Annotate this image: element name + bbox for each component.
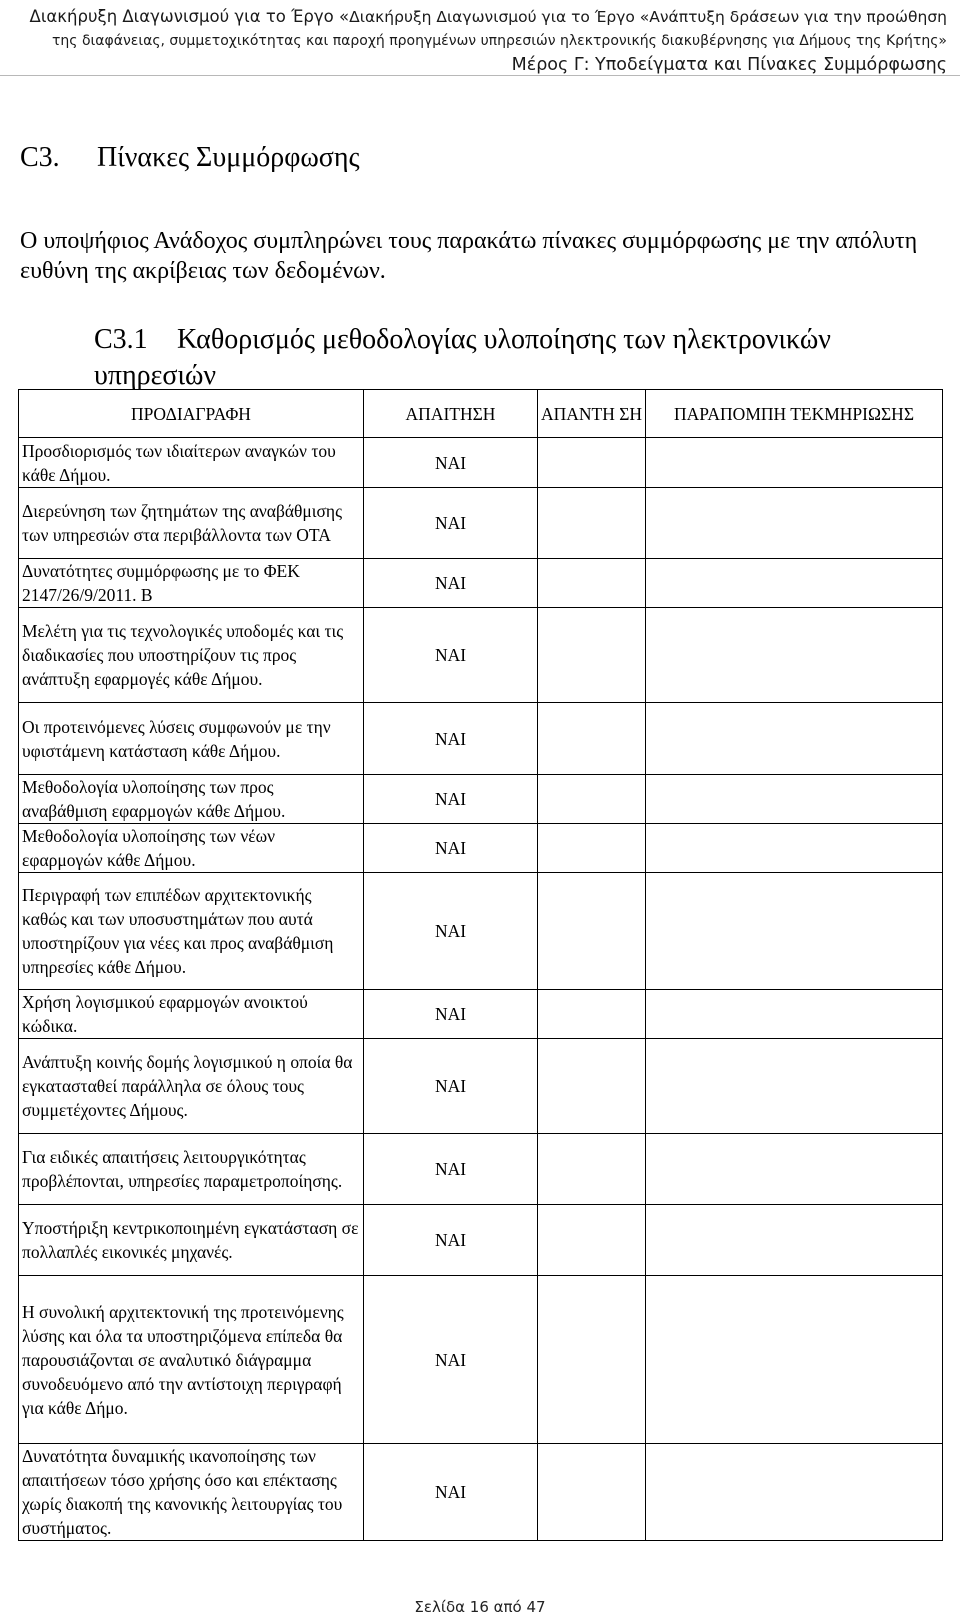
reference-cell — [646, 1039, 943, 1134]
table-body — [19, 438, 943, 1541]
table-row — [19, 1276, 943, 1444]
reference-cell — [646, 559, 943, 608]
table-header-row — [19, 390, 943, 438]
reference-cell — [646, 990, 943, 1039]
spec-cell: Η συνολική αρχιτεκτονική της προτεινόμενης λύσης και όλα τα υποστηριζόμενα επίπεδα θα παρουσιάζονται σε αναλυτικό διάγραμμα συνοδευόμενο από την αντίστοιχη περιγραφή για κάθε Δήμο. — [19, 1276, 364, 1444]
table-row — [19, 775, 943, 824]
spec-cell: Για ειδικές απαιτήσεις λειτουργικότητας προβλέπονται, υπηρεσίες παραμετροποίησης. — [19, 1134, 364, 1205]
header-line-3: Μέρος Γ: Υποδείγματα και Πίνακες Συμμόρφωσης — [511, 55, 947, 75]
compliance-table — [18, 389, 943, 1541]
answer-cell — [538, 824, 646, 873]
requirement-cell: ΝΑΙ — [364, 1205, 538, 1276]
spec-cell: Μελέτη για τις τεχνολογικές υποδομές και τις διαδικασίες που υποστηρίζουν τις προς ανάπτυξη εφαρμογές κάθε Δήμου. — [19, 608, 364, 703]
answer-cell — [538, 488, 646, 559]
requirement-cell: ΝΑΙ — [364, 559, 538, 608]
header-spec: ΠΡΟΔΙΑΓΡΑΦΗ — [19, 390, 364, 438]
answer-cell — [538, 1039, 646, 1134]
reference-cell — [646, 1205, 943, 1276]
reference-cell — [646, 1134, 943, 1205]
table-row — [19, 1134, 943, 1205]
reference-cell — [646, 488, 943, 559]
requirement-cell: ΝΑΙ — [364, 608, 538, 703]
header-answer: ΑΠΑΝΤΗ ΣΗ — [538, 390, 646, 438]
answer-cell — [538, 608, 646, 703]
intro-paragraph: Ο υποψήφιος Ανάδοχος συμπληρώνει τους παρακάτω πίνακες συμμόρφωσης με την απόλυτη ευθύνη της ακρίβειας των δεδομένων. — [20, 228, 918, 284]
answer-cell — [538, 990, 646, 1039]
answer-cell — [538, 1444, 646, 1541]
header-line-1-prefix: Διακήρυξη Διαγωνισμού για το Έργο « — [29, 7, 350, 26]
answer-cell — [538, 1205, 646, 1276]
table-row — [19, 824, 943, 873]
header-line-1-rest: Διακήρυξη Διαγωνισμού για το Έργο «Ανάπτυξη δράσεων για την προώθηση — [349, 8, 947, 26]
spec-cell: Μεθοδολογία υλοποίησης των νέων εφαρμογών κάθε Δήμου. — [19, 824, 364, 873]
answer-cell — [538, 559, 646, 608]
reference-cell — [646, 703, 943, 775]
table-row — [19, 608, 943, 703]
section-number: C3. — [20, 142, 60, 173]
requirement-cell: ΝΑΙ — [364, 1134, 538, 1205]
page-footer: Σελίδα 16 από 47 — [414, 1598, 546, 1616]
table-row — [19, 488, 943, 559]
spec-cell: Οι προτεινόμενες λύσεις συμφωνούν με την υφιστάμενη κατάσταση κάθε Δήμου. — [19, 703, 364, 775]
table-row — [19, 703, 943, 775]
table-row — [19, 559, 943, 608]
spec-cell: Μεθοδολογία υλοποίησης των προς αναβάθμιση εφαρμογών κάθε Δήμου. — [19, 775, 364, 824]
reference-cell — [646, 1276, 943, 1444]
spec-cell: Χρήση λογισμικού εφαρμογών ανοικτού κώδικα. — [19, 990, 364, 1039]
header-line-1 — [0, 4, 947, 30]
spec-cell: Προσδιορισμός των ιδιαίτερων αναγκών του κάθε Δήμου. — [19, 438, 364, 488]
spec-cell: Περιγραφή των επιπέδων αρχιτεκτονικής καθώς και των υποσυστημάτων που αυτά υποστηρίζουν για νέες και προς αναβάθμιση υπηρεσίες κάθε Δήμου. — [19, 873, 364, 990]
requirement-cell: ΝΑΙ — [364, 1276, 538, 1444]
answer-cell — [538, 1134, 646, 1205]
page-header — [0, 0, 960, 76]
reference-cell — [646, 873, 943, 990]
answer-cell — [538, 703, 646, 775]
requirement-cell: ΝΑΙ — [364, 438, 538, 488]
spec-cell: Διερεύνηση των ζητημάτων της αναβάθμισης των υπηρεσιών στα περιβάλλοντα των ΟΤΑ — [19, 488, 364, 559]
subsection-heading: Καθορισμός μεθοδολογίας υλοποίησης των ηλεκτρονικών υπηρεσιών — [94, 324, 831, 391]
spec-cell: Δυνατότητα δυναμικής ικανοποίησης των απαιτήσεων τόσο χρήσης όσο και επέκτασης χωρίς διακοπή της κανονικής λειτουργίας του συστήματος. — [19, 1444, 364, 1541]
spec-cell: Ανάπτυξη κοινής δομής λογισμικού η οποία θα εγκατασταθεί παράλληλα σε όλους τους συμμετέχοντες Δήμους. — [19, 1039, 364, 1134]
requirement-cell: ΝΑΙ — [364, 775, 538, 824]
requirement-cell: ΝΑΙ — [364, 703, 538, 775]
table-row — [19, 1205, 943, 1276]
spec-cell: Δυνατότητες συμμόρφωσης με το ΦΕΚ 2147/26/9/2011. Β — [19, 559, 364, 608]
header-reference: ΠΑΡΑΠΟΜΠΗ ΤΕΚΜΗΡΙΩΣΗΣ — [646, 390, 943, 438]
table-row — [19, 438, 943, 488]
spec-cell: Υποστήριξη κεντρικοποιημένη εγκατάσταση σε πολλαπλές εικονικές μηχανές. — [19, 1205, 364, 1276]
table-row — [19, 1039, 943, 1134]
reference-cell — [646, 1444, 943, 1541]
table-row — [19, 990, 943, 1039]
answer-cell — [538, 438, 646, 488]
requirement-cell: ΝΑΙ — [364, 1039, 538, 1134]
reference-cell — [646, 608, 943, 703]
requirement-cell: ΝΑΙ — [364, 824, 538, 873]
section-title — [20, 142, 360, 174]
reference-cell — [646, 438, 943, 488]
table-row — [19, 1444, 943, 1541]
table-row — [19, 873, 943, 990]
requirement-cell: ΝΑΙ — [364, 488, 538, 559]
answer-cell — [538, 873, 646, 990]
requirement-cell: ΝΑΙ — [364, 990, 538, 1039]
subsection-number: C3.1 — [94, 324, 148, 355]
header-requirement: ΑΠΑΙΤΗΣΗ — [364, 390, 538, 438]
requirement-cell: ΝΑΙ — [364, 1444, 538, 1541]
section-heading: Πίνακες Συμμόρφωσης — [97, 142, 360, 173]
reference-cell — [646, 824, 943, 873]
reference-cell — [646, 775, 943, 824]
subsection-title — [94, 322, 954, 394]
header-line-2: της διαφάνειας, συμμετοχικότητας και παροχή προηγμένων υπηρεσιών ηλεκτρονικής διακυβέρνησης για Δήμους της Κρήτης» — [52, 33, 947, 49]
requirement-cell: ΝΑΙ — [364, 873, 538, 990]
answer-cell — [538, 775, 646, 824]
answer-cell — [538, 1276, 646, 1444]
